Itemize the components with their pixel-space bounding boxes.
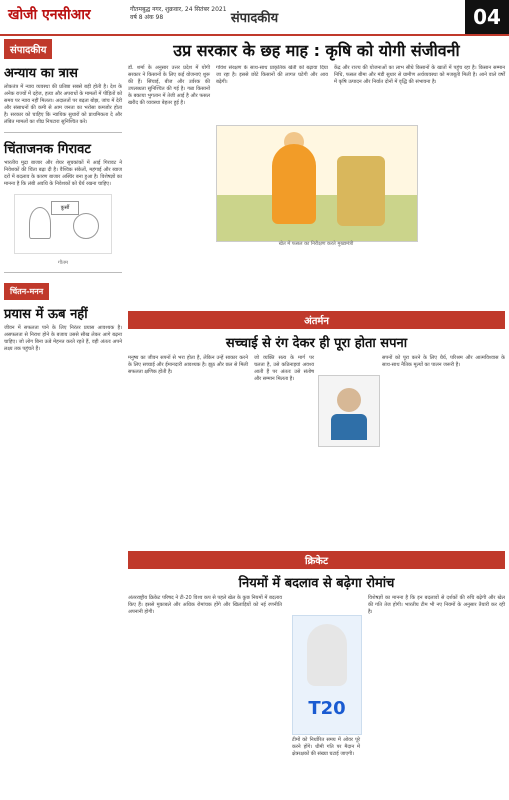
left-column bbox=[4, 38, 122, 796]
cartoon-sign: कुर्सी bbox=[51, 201, 79, 215]
photo-caption: खेत में फसल का निरीक्षण करते मुख्यमंत्री bbox=[278, 241, 354, 247]
cm-field-photo bbox=[216, 125, 418, 242]
photo-crop bbox=[337, 156, 385, 226]
photo-field bbox=[217, 195, 417, 241]
section-header: अंतर्मन bbox=[128, 311, 505, 329]
author-body bbox=[331, 414, 367, 440]
page-number: 04 bbox=[465, 0, 509, 34]
divider bbox=[4, 272, 122, 273]
effort-text: जीवन में सफलता पाने के लिए निरंतर प्रयास आवश्यक है। असफलता से निराश होने के बजाय उससे सीख लेकर आगे बढ़ना चाहिए। जो लोग बिना ऊबे मेहनत करते रहते हैं, वही अंततः अपने लक्ष्य तक पहुंचते हैं। bbox=[4, 325, 122, 352]
inner-col-2: जो व्यक्ति सत्य के मार्ग पर चलता है, उसे कठिनाइयां अवश्य आती हैं पर अंततः उसे संतोष और सम्मान मिलता है। bbox=[254, 355, 314, 382]
cricket-col-3: विशेषज्ञों का मानना है कि इन बदलावों से दर्शकों की रुचि बढ़ेगी और खेल की गति तेज होगी। भारतीय टीम भी नए नियमों के अनुसार तैयारी कर रही है। bbox=[368, 595, 505, 615]
author-face bbox=[337, 388, 361, 412]
cartoon-figure-2 bbox=[73, 213, 99, 239]
author-photo bbox=[318, 375, 380, 447]
concern-text: भारतीय मुद्रा बाजार और शेयर सूचकांकों में आई गिरावट ने निवेशकों की चिंता बढ़ा दी है। वैश्विक संकेतों, महंगाई और ब्याज दरों में बदलाव के कारण बाजार अस्थिर बना हुआ है। विशेषज्ञों का मानना है कि लंबी अवधि के निवेशकों को धैर्य रखना चाहिए। bbox=[4, 160, 122, 187]
t20-logo: T20 bbox=[308, 698, 346, 719]
section-title: संपादकीय bbox=[230, 11, 279, 26]
trophy-cup bbox=[307, 624, 347, 686]
editorial-text: लोकतंत्र में न्याय व्यवस्था की प्रतिष्ठा सबसे बड़ी होती है। देश के अनेक राज्यों में दहेज, हत्या और अपराधों के मामलों में पीड़ितों को समय पर न्याय नहीं मिलता। अदालतों पर बढ़ता बोझ, जांच में देरी और संसाधनों की कमी से आम जनता का भरोसा कमजोर होता है। सरकार को चाहिए कि न्यायिक सुधारों को प्राथमिकता दे और लंबित मामलों का शीघ्र निपटारा सुनिश्चित करे। bbox=[4, 84, 122, 125]
lead-story bbox=[128, 65, 505, 305]
story-column-1: डॉ. शर्मा के अनुसार उत्तर प्रदेश में योगी सरकार ने किसानों के लिए कई योजनाएं शुरू की हैं। सिंचाई, बीज और उर्वरक की उपलब्धता सुनिश्चित की गई है। गन्ना किसानों के बकाया भुगतान में तेजी आई है और फसल खरीद की व्यवस्था बेहतर हुई है। bbox=[128, 65, 210, 106]
divider bbox=[4, 132, 122, 133]
concern-heading: चिंताजनक गिरावट bbox=[4, 142, 91, 157]
photo-person bbox=[272, 144, 316, 224]
photo-sky bbox=[217, 126, 417, 195]
cricket-col-1: अंतरराष्ट्रीय क्रिकेट परिषद ने टी-20 विश्व कप से पहले खेल के कुछ नियमों में बदलाव किए हैं। इससे मुकाबले और अधिक रोमांचक होंगे और खिलाड़ियों को नई रणनीति अपनानी होगी। bbox=[128, 595, 282, 615]
main-area bbox=[128, 38, 505, 796]
cricket-story bbox=[128, 595, 505, 785]
story-column-2: गोवंश संरक्षण के साथ-साथ प्राकृतिक खेती को बढ़ावा दिया जा रहा है। इससे छोटे किसानों की लागत घटेगी और आय बढ़ेगी। bbox=[216, 65, 328, 85]
cricket-col-2: टीमों को निर्धारित समय में ओवर पूरे करने होंगे। धीमी गति पर मैदान में क्षेत्ररक्षकों की संख्या घटाई जाएगी। bbox=[292, 737, 360, 757]
editorial-tag: संपादकीय bbox=[4, 39, 52, 59]
cartoon-figure bbox=[29, 207, 51, 239]
inner-story bbox=[128, 355, 505, 545]
section-header: क्रिकेट bbox=[128, 551, 505, 569]
cricket-headline: नियमों में बदलाव से बढ़ेगा रोमांच bbox=[238, 576, 395, 591]
inner-headline: सच्चाई से रंग देकर ही पूरा होता सपना bbox=[225, 336, 408, 351]
story-column-3: केंद्र और राज्य की योजनाओं का लाभ सीधे किसानों के खातों में पहुंच रहा है। किसान सम्मान निधि, फसल बीमा और मंडी सुधार से ग्रामीण अर्थव्यवस्था को मजबूती मिली है। आने वाले वर्षों में कृषि उत्पादन और निर्यात दोनों में वृद्धि की संभावना है। bbox=[334, 65, 505, 85]
brand-logo: खोजी एनसीआर bbox=[8, 7, 91, 23]
masthead bbox=[0, 0, 509, 36]
inner-col-1: मनुष्य का जीवन सपनों से भरा होता है, लेकिन उन्हें साकार करने के लिए सच्चाई और ईमानदारी आवश्यक है। झूठ और छल से मिली सफलता क्षणिक होती है। bbox=[128, 355, 248, 375]
effort-heading: प्रयास में ऊब नहीं bbox=[4, 307, 88, 322]
issue-line: वर्ष 8 अंक 98 bbox=[130, 14, 164, 21]
main-headline: उप्र सरकार के छह माह : कृषि को योगी संजीवनी bbox=[173, 41, 460, 60]
cartoon bbox=[14, 194, 112, 254]
column-label: चिंतन-मनन bbox=[4, 283, 49, 300]
cartoon-credit: गौतम bbox=[58, 260, 68, 266]
date-line: गौतमबुद्ध नगर, शुक्रवार, 24 सितंबर 2021 bbox=[130, 6, 227, 13]
t20-trophy-image bbox=[292, 615, 362, 735]
editorial-heading: अन्याय का त्रास bbox=[4, 66, 78, 81]
inner-col-3: सपनों को पूरा करने के लिए धैर्य, परिश्रम और आत्मविश्वास के साथ-साथ नैतिक मूल्यों का पालन जरूरी है। bbox=[382, 355, 505, 368]
